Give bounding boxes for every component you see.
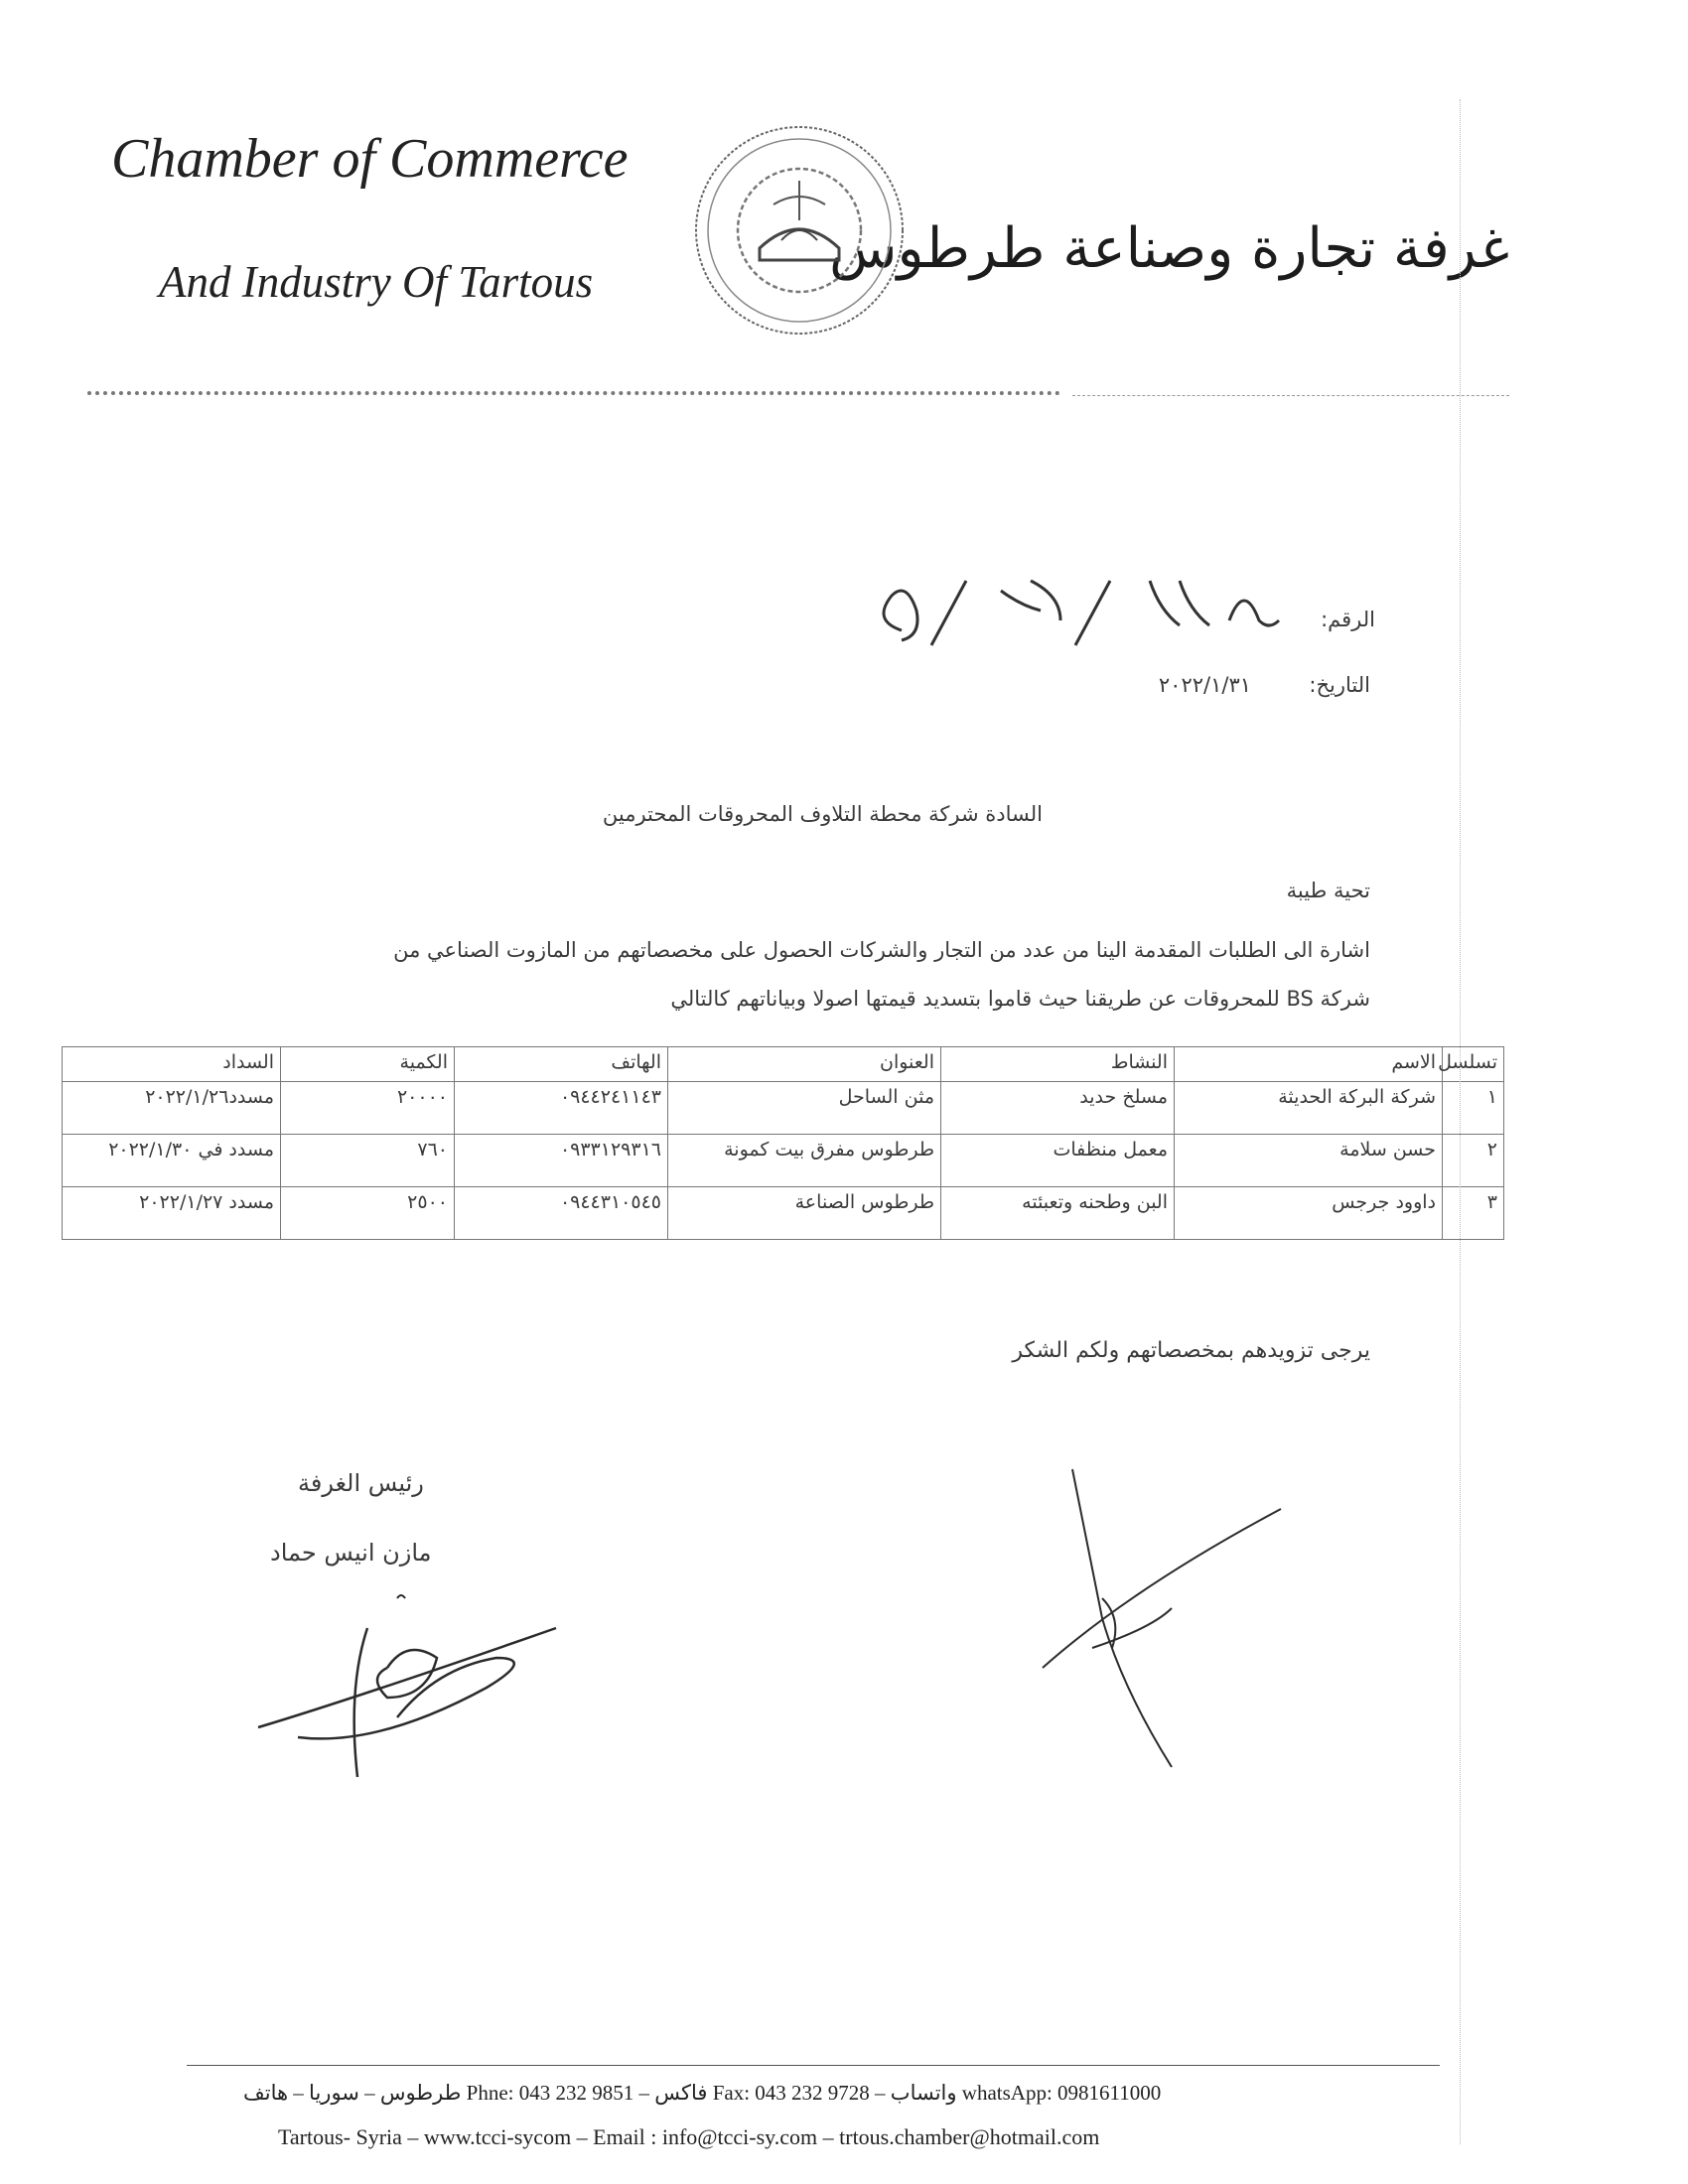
greeting: تحية طيبة — [1286, 879, 1370, 902]
reference-number-handwritten — [862, 551, 1319, 660]
footer-contact-line: طرطوس – سوريا – هاتف Phne: 043 232 9851 – فاكس Fax: 043 232 9728 – واتساب whatsApp: 0981611000 — [243, 2081, 1162, 2105]
cell-activity: البن وطحنه وتعبئته — [941, 1187, 1175, 1240]
header-quantity: الكمية — [281, 1047, 455, 1082]
cell-quantity: ٧٦٠ — [281, 1135, 455, 1187]
table-header-row — [63, 1047, 1504, 1082]
cell-quantity: ٢٥٠٠ — [281, 1187, 455, 1240]
cell-phone: ٠٩٤٤٢٤١١٤٣ — [455, 1082, 668, 1135]
date-value: ٢٠٢٢/١/٣١ — [1158, 673, 1251, 697]
closing-line: يرجى تزويدهم بمخصصاتهم ولكم الشكر — [1012, 1338, 1370, 1363]
cell-address: مثن الساحل — [668, 1082, 941, 1135]
letterhead-arabic-title: غرفة تجارة وصناعة طرطوس — [829, 216, 1509, 281]
table-row — [63, 1135, 1504, 1187]
header-serial: تسلسل — [1443, 1047, 1504, 1082]
header-name: الاسم — [1175, 1047, 1443, 1082]
scan-edge-marks — [1460, 99, 1467, 2144]
table-row — [63, 1187, 1504, 1240]
cell-serial: ٢ — [1443, 1135, 1504, 1187]
body-paragraph-line-2: شركة BS للمحروقات عن طريقنا حيث قاموا بتسديد قيمتها اصولا وبياناتهم كالتالي — [670, 987, 1370, 1011]
table-row — [63, 1082, 1504, 1135]
header-activity: النشاط — [941, 1047, 1175, 1082]
cell-name: حسن سلامة — [1175, 1135, 1443, 1187]
signatory-name: مازن انيس حماد — [270, 1539, 432, 1567]
letterhead-english-subtitle: And Industry Of Tartous — [159, 257, 594, 307]
cell-name: شركة البركة الحديثة — [1175, 1082, 1443, 1135]
cell-payment: مسدد في ٢٠٢٢/١/٣٠ — [63, 1135, 281, 1187]
header-payment: السداد — [63, 1047, 281, 1082]
date-label: التاريخ: — [1309, 673, 1370, 697]
signatory-role: رئيس الغرفة — [298, 1469, 424, 1497]
header-address: العنوان — [668, 1047, 941, 1082]
cell-activity: معمل منظفات — [941, 1135, 1175, 1187]
body-paragraph-line-1: اشارة الى الطلبات المقدمة الينا من عدد من التجار والشركات الحصول على مخصصاتهم من المازوت الصناعي من — [393, 938, 1370, 962]
cell-address: طرطوس مفرق بيت كمونة — [668, 1135, 941, 1187]
cell-serial: ١ — [1443, 1082, 1504, 1135]
cell-phone: ٠٩٣٣١٢٩٣١٦ — [455, 1135, 668, 1187]
footer-web-email-line: Tartous- Syria – www.tcci-sycom – Email : info@tcci-sy.com – trtous.chamber@hotmail.com — [278, 2124, 1100, 2149]
cell-name: داوود جرجس — [1175, 1187, 1443, 1240]
president-signature — [238, 1588, 596, 1797]
cell-activity: مسلخ حديد — [941, 1082, 1175, 1135]
header-phone: الهاتف — [455, 1047, 668, 1082]
letterhead-english-title: Chamber of Commerce — [111, 128, 629, 190]
recipients-table — [62, 1046, 1504, 1240]
official-signature — [1033, 1449, 1350, 1807]
chamber-seal-logo — [690, 121, 909, 340]
reference-label: الرقم: — [1321, 608, 1375, 631]
header-divider-continued — [1072, 395, 1509, 396]
cell-phone: ٠٩٤٤٣١٠٥٤٥ — [455, 1187, 668, 1240]
footer-divider — [187, 2065, 1440, 2066]
cell-serial: ٣ — [1443, 1187, 1504, 1240]
cell-payment: مسدد ٢٠٢٢/١/٢٧ — [63, 1187, 281, 1240]
addressee: السادة شركة محطة التلاوف المحروقات المحترمين — [602, 802, 1043, 826]
cell-payment: مسدد٢٠٢٢/١/٢٦ — [63, 1082, 281, 1135]
cell-address: طرطوس الصناعة — [668, 1187, 941, 1240]
cell-quantity: ٢٠٠٠٠ — [281, 1082, 455, 1135]
header-divider — [87, 391, 1060, 395]
